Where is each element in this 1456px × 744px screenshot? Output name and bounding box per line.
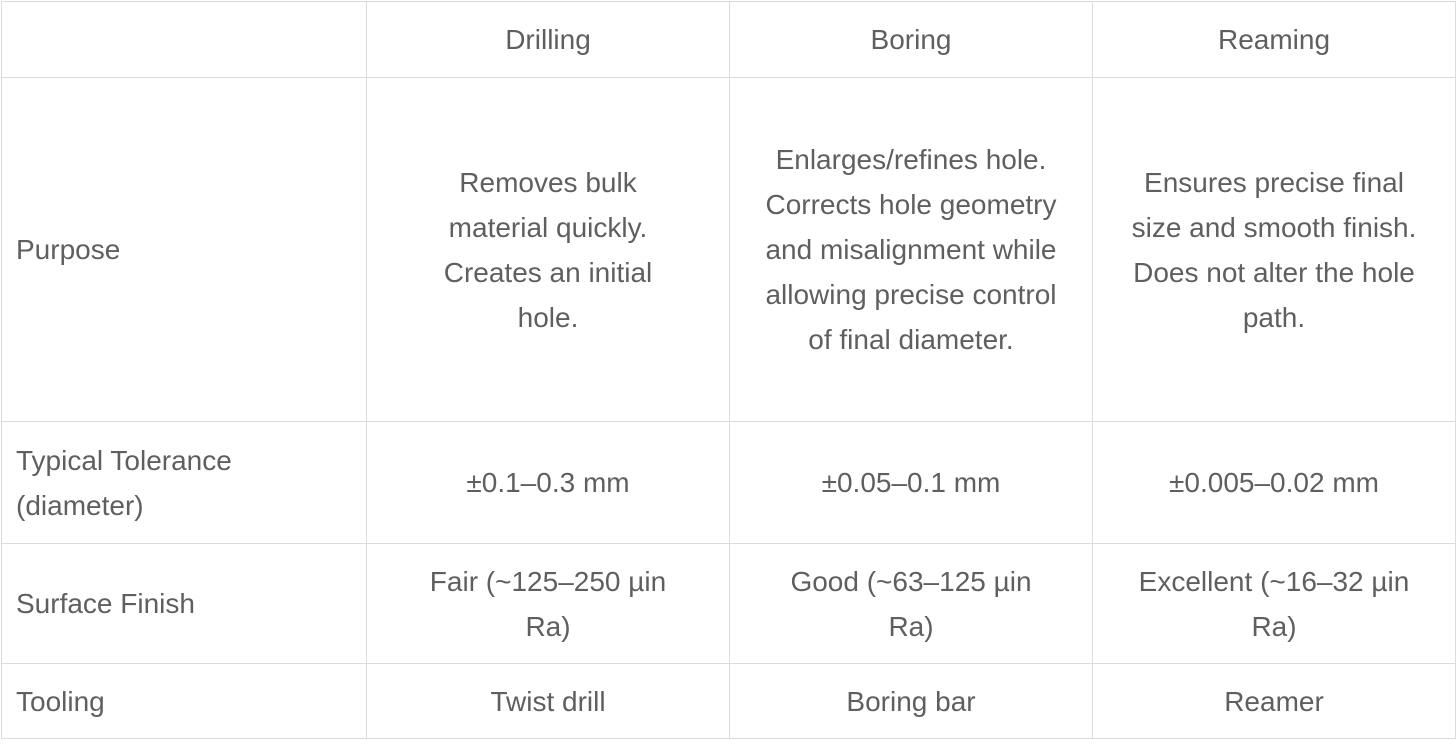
corner-cell <box>2 2 367 78</box>
cell-tolerance-reaming: ±0.005–0.02 mm <box>1093 422 1456 544</box>
row-header-purpose: Purpose <box>2 78 367 422</box>
table-row-purpose <box>2 78 1456 422</box>
cell-tolerance-drilling: ±0.1–0.3 mm <box>367 422 730 544</box>
cell-finish-drilling: Fair (~125–250 µin Ra) <box>367 544 730 664</box>
row-header-tooling: Tooling <box>2 664 367 739</box>
column-header-reaming: Reaming <box>1093 2 1456 78</box>
table-row-surface-finish <box>2 544 1456 664</box>
column-header-drilling: Drilling <box>367 2 730 78</box>
row-header-surface-finish: Surface Finish <box>2 544 367 664</box>
comparison-table <box>1 1 1456 739</box>
header-row <box>2 2 1456 78</box>
cell-tolerance-boring: ±0.05–0.1 mm <box>730 422 1093 544</box>
cell-tooling-boring: Boring bar <box>730 664 1093 739</box>
cell-finish-boring: Good (~63–125 µin Ra) <box>730 544 1093 664</box>
cell-tooling-drilling: Twist drill <box>367 664 730 739</box>
cell-tooling-reaming: Reamer <box>1093 664 1456 739</box>
table-row-tooling <box>2 664 1456 739</box>
cell-purpose-drilling: Removes bulk material quickly. Creates an initial hole. <box>367 78 730 422</box>
table-row-tolerance <box>2 422 1456 544</box>
column-header-boring: Boring <box>730 2 1093 78</box>
cell-purpose-boring: Enlarges/refines hole. Corrects hole geometry and misalignment while allowing precise control of final diameter. <box>730 78 1093 422</box>
cell-purpose-reaming: Ensures precise final size and smooth finish. Does not alter the hole path. <box>1093 78 1456 422</box>
row-header-tolerance: Typical Tolerance (diameter) <box>2 422 367 544</box>
cell-finish-reaming: Excellent (~16–32 µin Ra) <box>1093 544 1456 664</box>
